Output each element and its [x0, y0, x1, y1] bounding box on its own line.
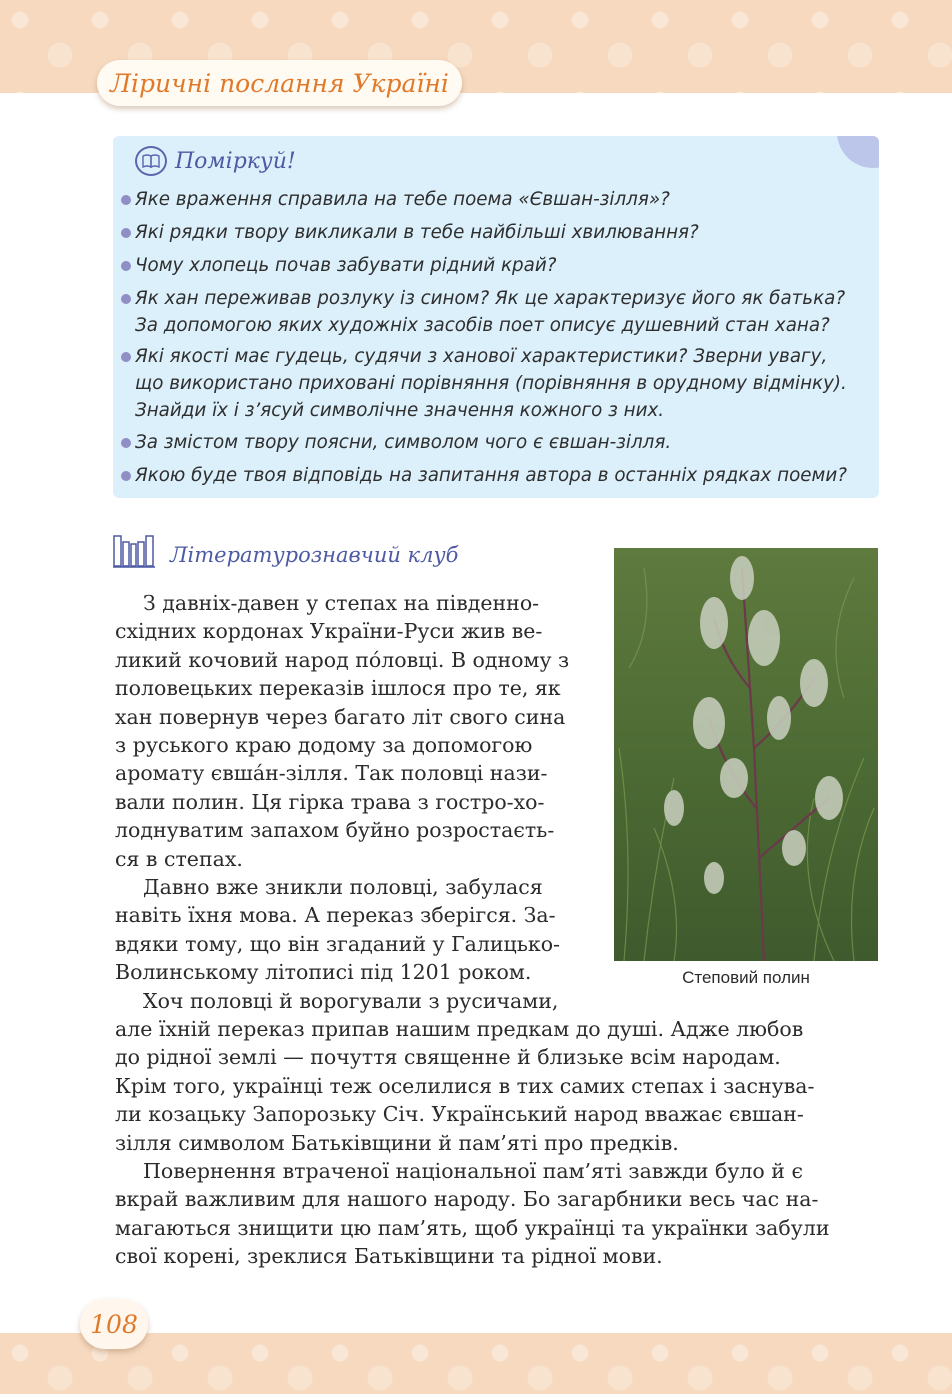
think-title: Поміркуй! [175, 148, 296, 174]
book-icon [135, 146, 167, 176]
text-line: Крім того, українці теж оселилися в тих самих степах і заснува- [115, 1073, 815, 1098]
bottom-ornament-band [0, 1333, 952, 1394]
text-line: аромату євша́н-зілля. Так половці нази- [115, 761, 548, 786]
question-line: Які якості має гудець, судячи з ханової характеристики? Зверни увагу, [135, 346, 828, 367]
bullet [121, 228, 131, 238]
paragraph-1 [115, 589, 591, 1015]
text-line: зілля символом Батьківщини й пам’яті про предків. [115, 1130, 679, 1155]
chapter-title: Ліричні послання Україні [110, 68, 449, 98]
question-line: Якою буде твоя відповідь на запитання автора в останніх рядках поеми? [135, 465, 847, 486]
text-line: хан повернув через багато літ свого сина [115, 704, 566, 729]
text-line: лоднуватим запахом буйно розростаєть- [115, 818, 555, 843]
question-line: За допомогою яких художніх засобів поет описує душевний стан хана? [135, 315, 830, 336]
text-line: навіть їхня мова. А переказ зберігся. За- [115, 903, 556, 928]
question-line: Чому хлопець почав забувати рідний край? [135, 255, 557, 276]
paragraph-3 [115, 1015, 879, 1271]
think-box [113, 136, 879, 498]
text-line: східних кордонах України-Руси жив ве- [115, 619, 543, 644]
text-line: Давно вже зникли половці, забулася [143, 875, 543, 900]
bookshelf-icon [113, 532, 155, 570]
corner-decoration [837, 136, 879, 168]
image-caption: Степовий полин [682, 968, 810, 987]
chapter-header [97, 60, 462, 106]
text-line: Повернення втраченої національної пам’яті завжди було й є [143, 1159, 803, 1184]
question-item [121, 462, 847, 489]
question-line: Знайди їх і з’ясуй символічне значення кожного з них. [135, 400, 665, 421]
page-number: 108 [90, 1309, 138, 1339]
bullet [121, 438, 131, 448]
question-item [121, 285, 845, 339]
bullet [121, 195, 131, 205]
text-line: ли козацьку Запорозьку Січ. Український народ вважає євшан- [115, 1102, 804, 1127]
text-line: Хоч половці й ворогували з русичами, [143, 988, 559, 1013]
text-line: Волинському літописі під 1201 роком. [115, 960, 532, 985]
question-item [121, 219, 699, 246]
question-item [121, 186, 670, 213]
text-line: до рідної землі — почуття священне й близьке всім народам. [115, 1045, 781, 1070]
page-number-badge [80, 1299, 148, 1349]
text-line: половецьких переказів ішлося про те, як [115, 676, 561, 701]
question-item [121, 429, 671, 456]
question-item [121, 343, 847, 424]
question-line: Які рядки твору викликали в тебе найбільші хвилювання? [135, 222, 699, 243]
bullet [121, 471, 131, 481]
text-line: З давніх-давен у степах на південно- [143, 591, 540, 615]
question-line: Яке враження справила на тебе поема «Євшан-зілля»? [135, 189, 670, 210]
bullet [121, 261, 131, 271]
text-line: магаються знищити цю пам’ять, щоб українці та українки забули [115, 1215, 830, 1240]
think-header [135, 146, 296, 176]
text-line: але їхній переказ припав нашим предкам до душі. Адже любов [115, 1017, 804, 1041]
club-header [113, 532, 458, 570]
text-line: свої корені, зреклися Батьківщини та рідної мови. [115, 1244, 663, 1269]
bullet [121, 294, 131, 304]
question-line: що використано приховані порівняння (порівняння в орудному відмінку). [135, 373, 847, 394]
text-line: ликий кочовий народ по́ловці. В одному з [115, 647, 570, 672]
club-title: Літературознавчий клуб [170, 543, 459, 567]
question-line: Як хан переживав розлуку із сином? Як це характеризує його як батька? [135, 288, 846, 309]
text-line: з руського краю додому за допомогою [115, 733, 533, 758]
question-line: За змістом твору поясни, символом чого є євшан-зілля. [135, 432, 672, 453]
bullet [121, 352, 131, 362]
text-line: вали полин. Ця гірка трава з гостро-хо- [115, 789, 545, 814]
question-item [121, 252, 556, 279]
text-line: ся в степах. [115, 846, 243, 871]
text-line: вкрай важливим для нашого народу. Бо загарбники весь час на- [115, 1187, 819, 1212]
wormwood-photo [614, 548, 878, 961]
text-line: вдяки тому, що він згаданий у Галицько- [115, 931, 560, 956]
